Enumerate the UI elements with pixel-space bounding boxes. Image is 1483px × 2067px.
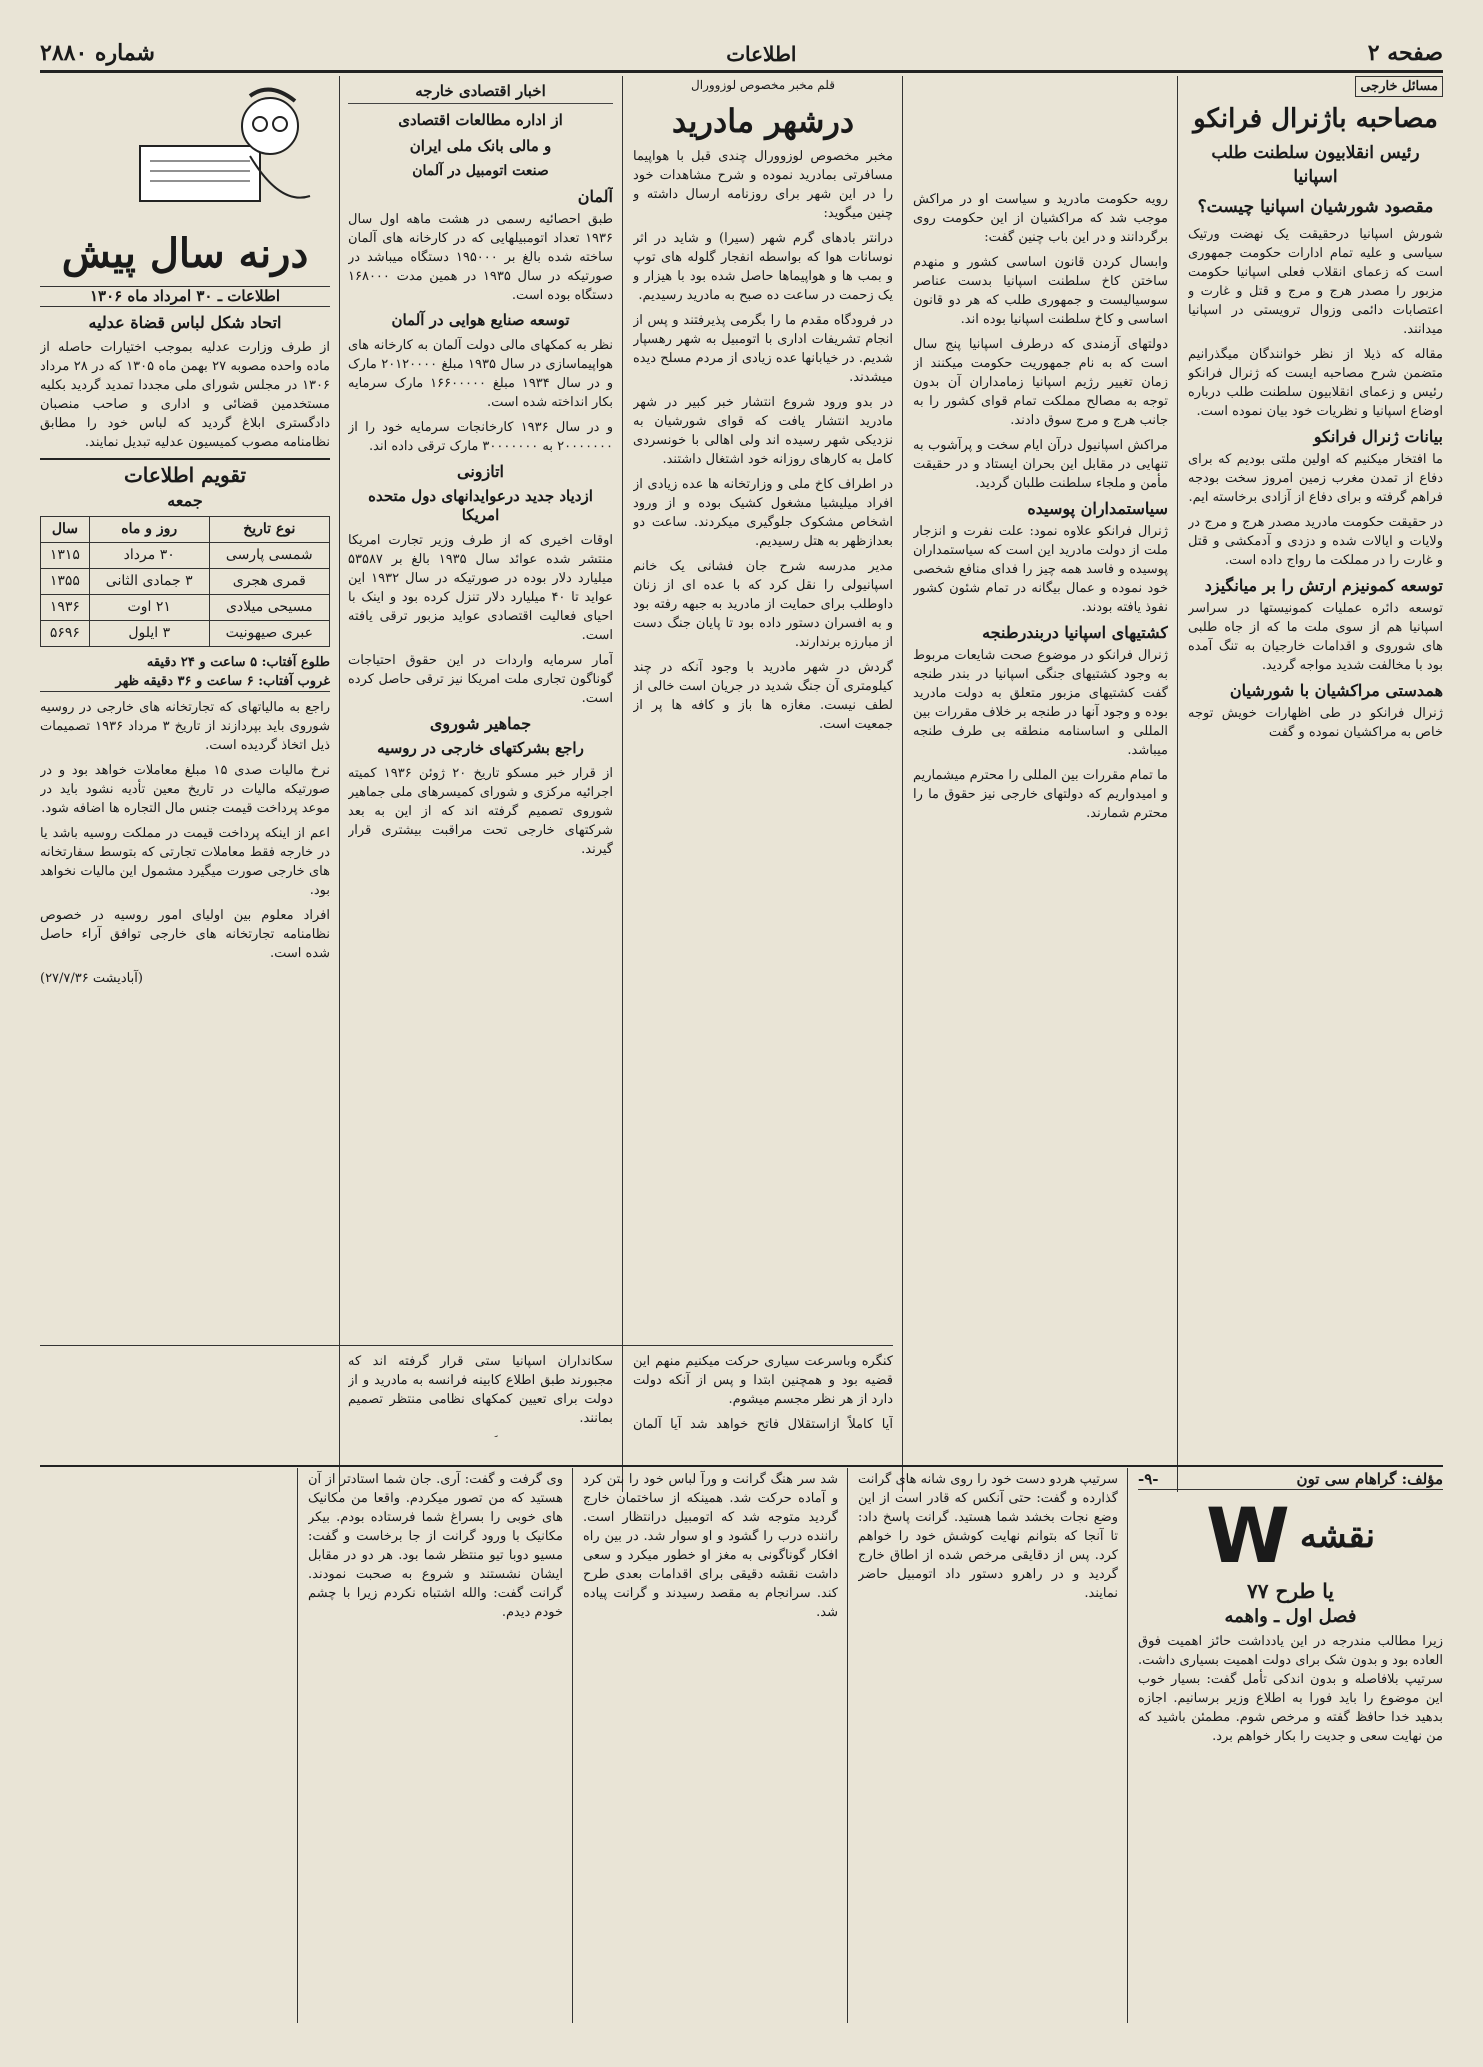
serial-column-intro xyxy=(1138,1470,1443,2025)
illustration-reader xyxy=(120,76,330,216)
column-rule xyxy=(339,76,340,1492)
column-rule xyxy=(297,1468,298,2023)
page-number: صفحه ۲ xyxy=(1367,40,1443,66)
table-header: روز و ماه xyxy=(89,517,209,543)
paragraph: اوقات اخیری که از طرف وزیر تجارت امریکا منتشر شده عوائد سال ۱۹۳۵ بالغ بر ۵۳۵۸۷ میلیارد دلار بوده در صورتیکه در سال ۱۹۳۲ این عواید تا ۴۰ میلیارد دلار تنزل کرده بود و اینک با احیای فعالیت اقتصادی عواید مزبور ترقی یافته است. xyxy=(348,533,613,643)
source-line: از اداره مطالعات اقتصادی xyxy=(398,111,563,129)
table-cell: ۳۰ مرداد xyxy=(89,543,209,569)
paragraph: مقاله که ذیلا از نظر خوانندگان میگذرانیم متضمن شرح مصاحبه ایست که ژنرال فرانکو رئیس و زعمای انقلابیون سلطنت طلب درباره اوضاع اسپانیا و نظریات خود بیان نموده است. xyxy=(1188,347,1443,419)
day-name: جمعه xyxy=(167,491,203,510)
serial-number: -۹- xyxy=(1138,1470,1159,1488)
table-cell: شمسی پارسی xyxy=(209,543,329,569)
byline: قلم مخبر مخصوص لوزوورال xyxy=(691,78,835,92)
paragraph: آیا کاملاً ازاستقلال فاتح خواهد شد آیا آلمان xyxy=(633,1417,893,1432)
paragraph: راجع به مالیاتهای که تجارتخانه های خارجی در روسیه شوروی باید بپردازند از تاریخ ۳ مرداد ۱۹۳۶ تصمیمات ذیل اتخاذ گردیده است. xyxy=(40,700,330,753)
section-heading: همدستی مراکشیان با شورشیان xyxy=(1229,681,1443,700)
topic-heading: توسعه صنایع هوایی در آلمان xyxy=(391,311,570,329)
paragraph: شورش اسپانیا درحقیقت یک نهضت ورتیک سیاسی و علیه تمام ادارات حکومت جمهوری است که زعمای انقلاب فعلی اسپانیا حکومت مزبور را مصدر هرج و مرج و قتل و غارت و اعتصابات دائمی وزوال ترویستی در اسپانیا میدانند. xyxy=(1188,227,1443,337)
country-label: جماهیر شوروی xyxy=(429,714,532,733)
table-row xyxy=(41,569,330,595)
paragraph: و در سال ۱۹۳۶ کارخانجات سرمایه خود را از ۲۰۰۰۰۰۰۰ به ۳۰۰۰۰۰۰۰ مارک ترقی داده اند. xyxy=(348,420,613,454)
table-cell: ۳ جمادی الثانی xyxy=(89,569,209,595)
section-heading: بیانات ژنرال فرانکو xyxy=(1313,427,1443,446)
country-label: اتازونی xyxy=(456,462,504,481)
paragraph: زیرا مطالب مندرجه در این یادداشت حائز اهمیت فوق العاده بود و بدون شک برای دولت اهمیت بسیاری داشت. سرتیپ بلافاصله و بدون اندکی تأمل گفت: بسیار خوب این موضوع را باید فورا به اطلاع وزیر برسانیم. اجازه بدهید خدا حافظ گفته و مرخص شوم. مطمئن باشید که من نهایت سعی و جدیت را بکار خواهم برد. xyxy=(1138,1634,1443,1744)
column-rule xyxy=(572,1468,573,2023)
serial-column xyxy=(858,1470,1118,2025)
paragraph: ژنرال فرانکو در موضوع صحت شایعات مربوط به وجود کشتیهای جنگی اسپانیا در بندر طنجه گفت کشتیهای مزبور متعلق به دولت مادرید بوده و وجود آنها در طنجه بر خلاف مقررات بین المللی و اساسنامه منطقه بی طرف طنجه میباشد. xyxy=(913,648,1168,758)
chapter-title: فصل اول ـ واهمه xyxy=(1224,1606,1357,1627)
calendar-title: تقویم اطلاعات xyxy=(40,458,330,485)
paragraph xyxy=(348,1434,613,1437)
paragraph: سرتیپ هردو دست خود را روی شانه های گرانت گذارده و گفت: حتی آنکس که قادر است از این وضع نجات بخشد شما هستید. گرانت پاسخ داد: تا آنجا که بتوانم نهایت کوشش خود را خواهم کرد. پس از دقایقی مرخص شده از اطاق خارج گردید و در راهرو دستور داد اتومبیل حاضر نمایند. xyxy=(858,1472,1118,1601)
column-economic-news xyxy=(348,76,613,1341)
table-cell: ۳ ایلول xyxy=(89,621,209,647)
sunset-line: غروب آفتاب: ۶ ساعت و ۳۶ دقیقه ظهر xyxy=(40,672,330,692)
paragraph: توسعه دائره عملیات کمونیستها در سراسر اسپانیا هم از سوی ملت ما که از جاه طلبی های شوروی و اقدامات خارجیان به تنگ آمده بود با مخالفت شدید مواجه گردید. xyxy=(1188,601,1443,673)
paragraph: از قرار خبر مسکو تاریخ ۲۰ ژوئن ۱۹۳۶ کمیته اجرائیه مرکزی و شورای کمیسرهای ملی جماهیر شوروی تصمیم گرفته اند که از این به بعد شرکتهای خارجی تحت مراقبت بیشتری قرار گیرند. xyxy=(348,766,613,857)
table-cell: مسیحی میلادی xyxy=(209,595,329,621)
section-title: درنه سال پیش xyxy=(61,230,309,277)
paragraph: در بدو ورود شروع انتشار خبر کبیر در شهر مادرید انتشار یافت که قوای شورشیان به نزدیکی شهر رسیده اند ولی اهالی با خونسردی کامل به کارهای روزانه خود اشتغال داشتند. xyxy=(633,395,893,467)
table-header: نوع تاریخ xyxy=(209,517,329,543)
serial-title-letter: W xyxy=(1205,1491,1290,1580)
paragraph: درانتر بادهای گرم شهر (سیرا) و شاید در اثر نوسانات هوا که بواسطه انفجار گلوله های توپ و بمب ها و هواپیماها حاصل شده بود با هیزار و یک زحمت در ساعت ده صبح به مادرید رسیدیم. xyxy=(633,231,893,303)
section-heading: توسعه کمونیزم ارتش را بر میانگیزد xyxy=(1204,576,1443,595)
page-header xyxy=(40,30,1443,73)
paragraph: وی گرفت و گفت: آری. جان شما استادتر از آن هستید که من تصور میکردم. واقعا من مکانیک های خوبی را بسراغ شما فرستاده بودم. بیکر مکانیک با ورود گرانت از جا برخاست و گفت: مسیو دوبا تیو منتظر شما بود. هر دو در مقابل ایشان نشستند و شروع به صحبت نمودند. گرانت گفت: والله اشتباه نکردم زیرا با چشم خودم دیدم. xyxy=(308,1472,563,1620)
divider xyxy=(40,1465,1443,1467)
column-rule xyxy=(1127,1468,1128,2023)
paragraph: آمار سرمایه واردات در این حقوق احتیاجات گوناگون تجاری ملت امریکا نیز ترقی حاصل کرده است. xyxy=(348,653,613,706)
column-madrid-lower xyxy=(633,1352,893,1437)
table-cell: ۱۹۳۶ xyxy=(41,595,90,621)
column-franco-interview xyxy=(1188,76,1443,1476)
paragraph: مراکش اسپانیول درآن ایام سخت و پرآشوب به تنهایی در مقابل این بحران ایستاد و در حقیقت مأمن و ملجاء سلطنت طلبان گردید. xyxy=(913,438,1168,491)
column-rule xyxy=(847,1468,848,2023)
paragraph: دولتهای آزمندی که درطرف اسپانیا پنج سال است که به نام جمهوریت حکومت میکنند از زمان تغییر رژیم اسپانیا زمامداران آن بدون توجه به مصالح مملکت تمام قوای کشور را به جانب هرج و مرج سوق دادند. xyxy=(913,337,1168,428)
topic-heading: صنعت اتومبیل در آلمان xyxy=(412,163,549,179)
article-title: مصاحبه باژنرال فرانکو xyxy=(1193,104,1438,134)
paragraph: مدیر مدرسه شرح جان فشانی یک خانم اسپانیولی را نقل کرد که با عده ای از زنان داوطلب برای حمایت از مادرید به جبهه رفته بود و به افسران دستور داده بود تا پایان جنگ دست از مبارزه برندارند. xyxy=(633,559,893,650)
paragraph: وابسال کردن قانون اساسی کشور و منهدم ساختن کاخ سلطنت اسپانیا بدست عناصر سوسیالیست و جمهوری طلب که هر دو قانون اساسی و کاخ سلطنت اسپانیا بوده اند. xyxy=(913,255,1168,327)
paragraph: ما افتخار میکنیم که اولین ملتی بودیم که برای دفاع از تمدن مغرب زمین امروز سخت بودجه فراهم گرفته و برای دفاع از آزادی برخاسته ایم. xyxy=(1188,452,1443,505)
table-row xyxy=(41,621,330,647)
serial-author: مؤلف: گراهام سی تون xyxy=(1296,1470,1443,1488)
paragraph: رویه حکومت مادرید و سیاست او در مراکش موجب شد که مراکشیان از این حکومت روی برگردانند و در این باب چنین گفت: xyxy=(913,192,1168,245)
issue-number: شماره ۲۸۸۰ xyxy=(40,40,155,66)
paragraph: در حقیقت حکومت مادرید مصدر هرج و مرج در ولایات و ایالات شده و دزدی و آدمکشی و قتل و غارت را در مملکت ما رواج داده است. xyxy=(1188,515,1443,568)
paragraph: افراد معلوم بین اولیای امور روسیه در خصوص نظامنامه تجارتخانه های خارجی توافق آراء حاصل شده است. xyxy=(40,908,330,961)
column-rule xyxy=(622,76,623,1492)
paragraph: در اطراف کاخ ملی و وزارتخانه ها عده زیادی از افراد میلیشیا مشغول کشیک بوده و از ورود اشخاص مشکوک جلوگیری میکردند. ساعت دو بعدازظهر به هتل رسیدیم. xyxy=(633,477,893,549)
serial-title: نقشه xyxy=(1299,1515,1376,1556)
table-cell: قمری هجری xyxy=(209,569,329,595)
paragraph: از طرف وزارت عدلیه بموجب اختیارات حاصله از ماده واحده مصوبه ۲۷ بهمن ماه ۱۳۰۵ که در ۲۸ مرداد ۱۳۰۶ در مجلس شورای ملی مجددا تمدید گردید بکلیه مستخدمین قضائی و اداری و صاحب منصبان دادگستری ابلاغ گردید که لباس خود را مطابق نظامنامه مصوب کمیسیون عدلیه تبدیل نمایند. xyxy=(40,340,330,450)
serial-column xyxy=(308,1470,563,2025)
paragraph: ژنرال فرانکو علاوه نمود: علت نفرت و انزجار ملت از دولت مادرید این است که سیاستمداران پوسیده و فاسد همه چیز را فدای منافع شخصی خود نموده و عمال بیگانه در تمام شئون کشور نفوذ یافته بودند. xyxy=(913,524,1168,615)
paragraph: کنگره وباسرعت سیاری حرکت میکنیم منهم این قضیه بود و همچنین ابتدا و پس از آنکه دولت دارد از هر نظر مجسم میشوم. xyxy=(633,1354,893,1407)
column-economic-lower xyxy=(348,1352,613,1437)
paper-name: اطلاعات xyxy=(726,42,797,66)
paragraph: شد سر هنگ گرانت و ورآ لباس خود را بتن کرد و آماده حرکت شد. همینکه از ساختمان خارج گردید متوجه شد که اتومبیل درانتظار است. راننده درب را گشود و او سوار شد. در بین راه افکار گوناگونی به مغز او خطور میکرد و سعی داشت نقشه دقیقی برای اقدامات بعدی طرح کند. سرانجام به مقصد رسیدند و گرانت پیاده شد. xyxy=(583,1472,838,1620)
paragraph: اعم از اینکه پرداخت قیمت در مملکت روسیه باشد یا در خارجه فقط معاملات تجارتی که بتوسط سفارتخانه های خارجی صورت میگیرد مشمول این مالیات نخواهد بود. xyxy=(40,826,330,898)
table-header: سال xyxy=(41,517,90,543)
paragraph: طبق احصائیه رسمی در هشت ماهه اول سال ۱۹۳۶ تعداد اتومبیلهایی که در کارخانه های آلمان ساخته شده بالغ بر ۱۹۵۰۰۰ دستگاه میباشد در صورتیکه در سال ۱۹۳۵ در همین مدت ۱۶۸۰۰۰ دستگاه بوده است. xyxy=(348,212,613,303)
serial-alt-title: یا طرح ۷۷ xyxy=(1247,1579,1334,1603)
date-line: اطلاعات ـ ۳۰ امرداد ماه ۱۳۰۶ xyxy=(40,286,330,307)
article-subtitle: مقصود شورشیان اسپانیا چیست؟ xyxy=(1197,197,1434,217)
footnote: (آبادیشت ۲۷/۷/۳۶) xyxy=(40,971,143,986)
table-cell: عبری صیهونیت xyxy=(209,621,329,647)
paragraph: مخبر مخصوص لوزوورال چندی قبل با هواپیما مسافرتی بمادرید نموده و شرح مشاهدات خود را در این شهر برای روزنامه ارسال داشته و چنین میگوید: xyxy=(633,149,893,221)
table-cell: ۲۱ اوت xyxy=(89,595,209,621)
topic-heading: ازدیاد جدید درعوایدانهای دول متحده امریکا xyxy=(368,487,593,524)
column-madrid xyxy=(633,76,893,1341)
source-line: و مالی بانک ملی ایران xyxy=(409,137,552,155)
serial-column xyxy=(583,1470,838,2025)
column-franco-continued xyxy=(913,190,1168,1590)
column-rule xyxy=(1177,76,1178,1492)
table-cell: ۱۳۵۵ xyxy=(41,569,90,595)
section-heading: کشتیهای اسپانیا دربندرطنجه xyxy=(982,623,1168,642)
paragraph: نرخ مالیات صدی ۱۵ مبلغ معاملات خواهد بود و در صورتیکه مالیات در تاریخ معین تأدیه نشود باید در موعد پرداخت قیمت جنس مال التجاره ها اضافه شود. xyxy=(40,763,330,816)
paragraph: در فرودگاه مقدم ما را بگرمی پذیرفتند و پس از انجام تشریفات اداری با اتومبیل به شهر رهسپار شدیم. در خیابانها عده زیادی از مردم مسلح دیده میشدند. xyxy=(633,313,893,385)
section-heading: سیاستمداران پوسیده xyxy=(1027,499,1168,518)
section-tag: مسائل خارجی xyxy=(1355,76,1443,97)
section-heading: اخبار اقتصادی خارجه xyxy=(348,80,613,104)
table-cell: ۵۶۹۶ xyxy=(41,621,90,647)
divider xyxy=(40,1345,893,1346)
country-label: آلمان xyxy=(577,187,613,206)
table-row xyxy=(41,543,330,569)
table-row xyxy=(41,595,330,621)
article-title: درشهر مادرید xyxy=(671,102,855,140)
table-header-row xyxy=(41,517,330,543)
calendar-table xyxy=(40,516,330,647)
article-subtitle: رئیس انقلابیون سلطنت طلب اسپانیا xyxy=(1211,143,1420,187)
column-nine-years-ago xyxy=(40,76,330,1341)
column-rule xyxy=(902,76,903,1492)
paragraph: ژنرال فرانکو در طی اظهارات خویش توجه خاص به مراکشیان نموده و گفت xyxy=(1188,706,1443,740)
item-title: اتحاد شکل لباس قضاة عدلیه xyxy=(88,313,282,332)
paragraph: سکانداران اسپانیا ستی قرار گرفته اند که مجبورند طبق اطلاع کابینه فرانسه به مادرید و از دولت برای تعیین کمکهای نظامی منتظر تصمیم بمانند. xyxy=(348,1354,613,1426)
paragraph: ما تمام مقررات بین المللی را محترم میشماریم و امیدواریم که دولتهای خارجی نیز حقوق ما را محترم شمارند. xyxy=(913,768,1168,821)
paragraph: گردش در شهر مادرید با وجود آنکه در چند کیلومتری آن جنگ شدید در جریان است خالی از لطف نیست. مغازه ها باز و کافه ها پر از جمعیت است. xyxy=(633,660,893,732)
paragraph: نظر به کمکهای مالی دولت آلمان به کارخانه های هواپیماسازی در سال ۱۹۳۵ مبلغ ۲۰۱۲۰۰۰۰ مارک و در سال ۱۹۳۴ مبلغ ۱۶۶۰۰۰۰۰ مارک سرمایه بکار انداخته شده است. xyxy=(348,338,613,410)
newspaper-page xyxy=(20,20,1463,2027)
topic-heading: راجع بشرکتهای خارجی در روسیه xyxy=(377,739,584,757)
sunrise-line: طلوع آفتاب: ۵ ساعت و ۲۴ دقیقه xyxy=(146,655,330,670)
table-cell: ۱۳۱۵ xyxy=(41,543,90,569)
